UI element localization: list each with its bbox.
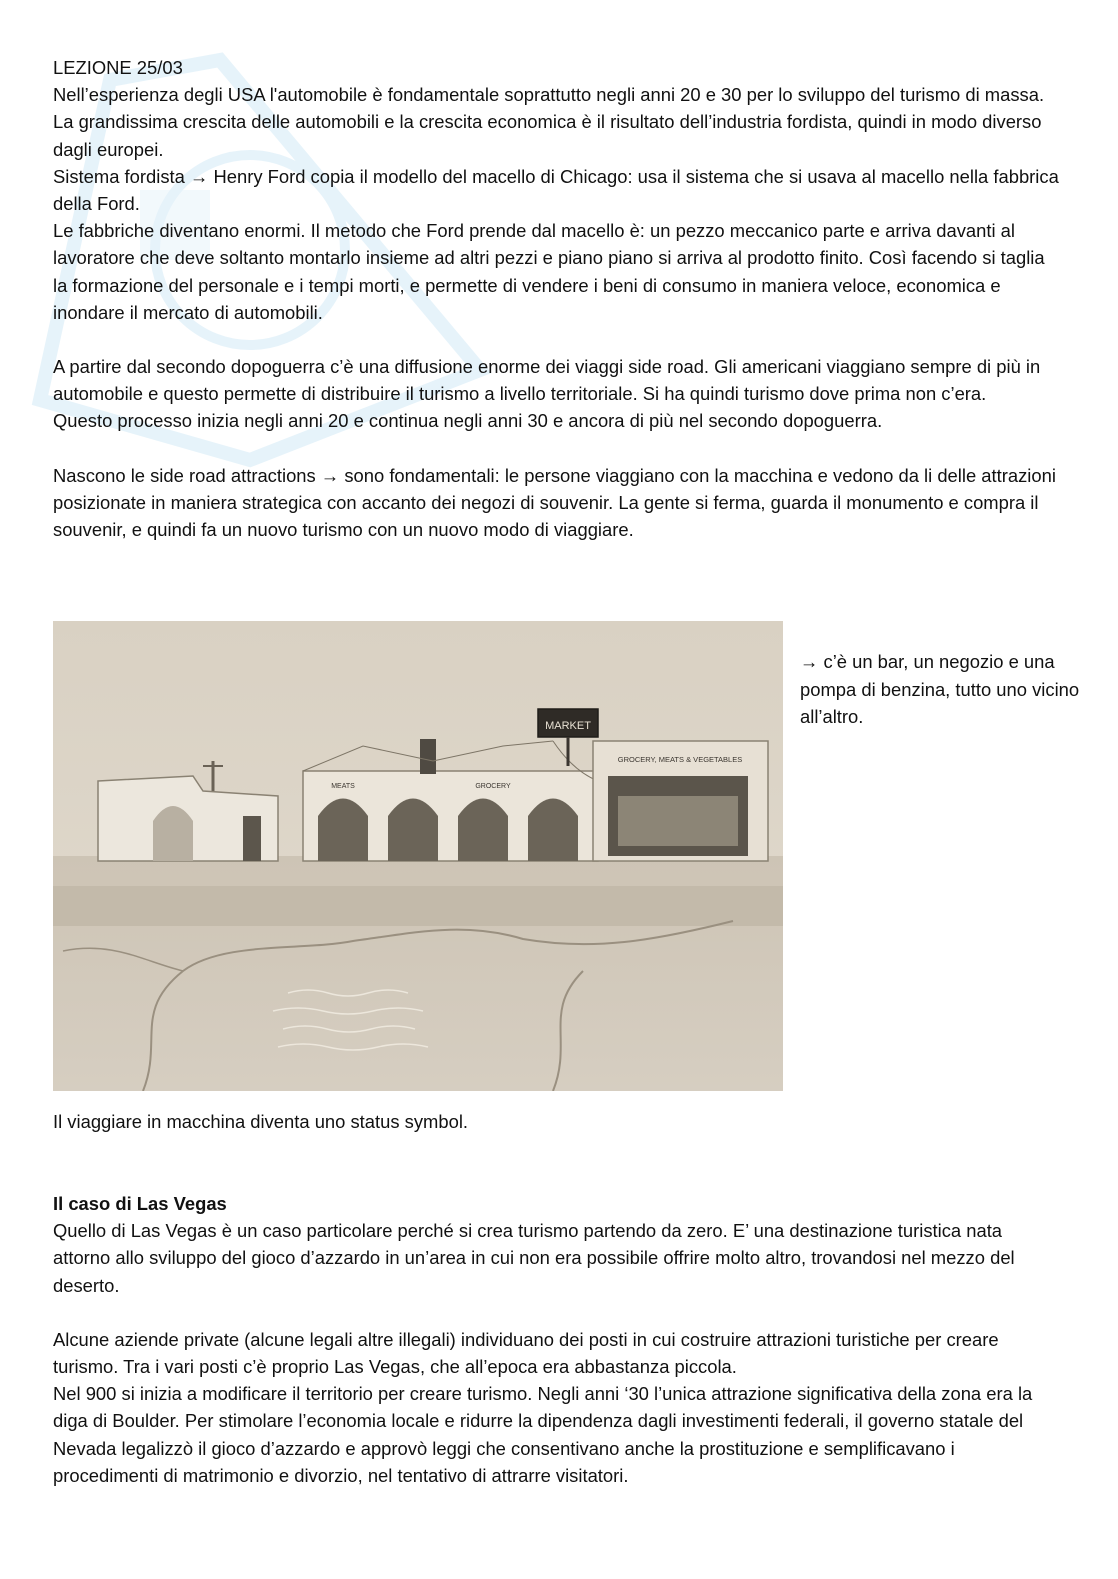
photo-sign-meats: MEATS bbox=[331, 783, 355, 790]
las-vegas-paragraph-3: Nel 900 si inizia a modificare il territorio per creare turismo. Negli anni ‘30 l’unica attrazione significativa della zona era la diga di Boulder. Per stimolare l’economia locale e ridurre la dipendenza dagli investimenti federali, il governo statale del Nevada legalizzò il gioco d’azzardo e approvò leggi che consentivano anche la prostituzione e semplificavano i procedimenti di matrimonio e divorzio, nel tentativo di attrarre visitatori. bbox=[53, 1383, 1033, 1486]
paragraph-fordist-industry: La grandissima crescita delle automobili e la crescita economica è il risultato dell’industria fordista, quindi in modo diverso dagli europei. bbox=[53, 111, 1042, 160]
paragraph-postwar-travel: A partire dal secondo dopoguerra c’è una diffusione enorme dei viaggi side road. Gli americani viaggiano sempre di più in automobile e questo permette di distribuire il turismo a livello territoriale. Si ha quindi turismo dove prima non c’era. bbox=[53, 356, 1041, 405]
paragraph-factories: Le fabbriche diventano enormi. Il metodo che Ford prende dal macello è: un pezzo meccanico parte e arriva davanti al lavoratore che deve soltanto montarlo insieme ad altri pezzi e piano piano si arriva al prodotto finito. Così facendo si taglia la formazione del personale e i tempi morti, e permette di vendere i beni di consumo in maniera veloce, economica e inondare il mercato di automobili. bbox=[53, 220, 1045, 323]
las-vegas-section bbox=[53, 1190, 1063, 1489]
paragraph-process-timeline: Questo processo inizia negli anni 20 e continua negli anni 30 e ancora di più nel secondo dopoguerra. bbox=[53, 410, 883, 432]
paragraph-side-road-attractions: Nascono le side road attractions → sono fondamentali: le persone viaggiano con la macchina e vedono da li delle attrazioni posizionate in maniera strategica con accanto dei negozi di souvenir. La gente si ferma, guarda il monumento e compra il souvenir, e quindi fa un nuovo turismo con un nuovo modo di viaggiare. bbox=[53, 464, 1056, 541]
roadside-market-photo bbox=[53, 621, 783, 1091]
photo-sign-grocery-meats: GROCERY, MEATS & VEGETABLES bbox=[617, 755, 743, 764]
status-symbol-line: Il viaggiare in macchina diventa uno status symbol. bbox=[53, 1111, 469, 1132]
photo-sign-market: MARKET bbox=[545, 720, 591, 732]
las-vegas-paragraph-2: Alcune aziende private (alcune legali altre illegali) individuano dei posti in cui costruire attrazioni turistiche per creare turismo. Tra i vari posti c’è proprio Las Vegas, che all’epoca era abbastanza piccola. bbox=[53, 1328, 999, 1378]
status-symbol-section bbox=[53, 1108, 1063, 1135]
las-vegas-paragraph-1: Quello di Las Vegas è un caso particolare perché si crea turismo partendo da zero. E’ una destinazione turistica nata attorno allo sviluppo del gioco d’azzardo in un’area in cui non era possibile offrire molto altro, trovandosi nel mezzo del deserto. bbox=[53, 1220, 1015, 1296]
lesson-header: LEZIONE 25/03 bbox=[53, 57, 183, 78]
las-vegas-heading: Il caso di Las Vegas bbox=[53, 1193, 227, 1214]
intro-section bbox=[53, 54, 1063, 543]
paragraph-usa-automobile: Nell’esperienza degli USA l'automobile è fondamentale soprattutto negli anni 20 e 30 per lo sviluppo del turismo di massa. bbox=[53, 84, 1045, 106]
paragraph-fordist-system: Sistema fordista → Henry Ford copia il modello del macello di Chicago: usa il sistema che si usava al macello nella fabbrica della Ford. bbox=[53, 165, 1059, 215]
photo-caption: → c’è un bar, un negozio e una pompa di benzina, tutto uno vicino all’altro. bbox=[800, 651, 1080, 727]
photo-sign-grocery: GROCERY bbox=[475, 783, 511, 790]
